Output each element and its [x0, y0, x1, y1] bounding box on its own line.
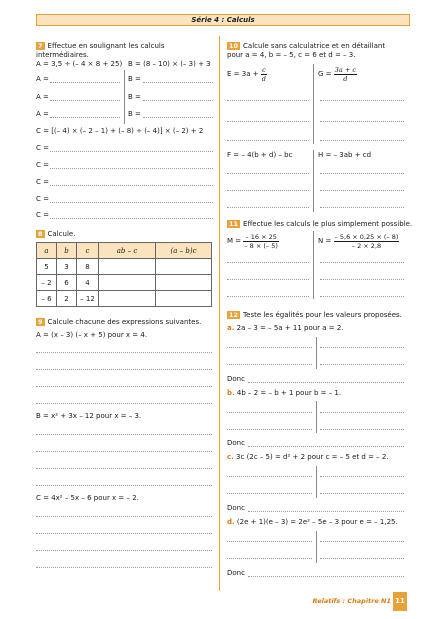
ex12-b-conclusion: Donc [227, 439, 245, 447]
answer-line[interactable] [227, 262, 309, 263]
header-cell: c [77, 243, 99, 259]
ex7-b-eq-3: B = [128, 110, 141, 118]
answer-line[interactable] [227, 541, 312, 542]
ex7-a-eq-2: A = [36, 93, 49, 101]
answer-line[interactable] [248, 382, 404, 383]
table-cell: – 12 [77, 291, 99, 307]
ex7-c-eq-2: C = [36, 161, 49, 169]
answer-line[interactable] [227, 190, 309, 191]
ex12-c-conclusion: Donc [227, 504, 245, 512]
ex10-eg-divider [313, 64, 314, 144]
ex12-a-conclusion: Donc [227, 375, 245, 383]
series-title: Série 4 : Calculs [36, 14, 410, 26]
column-divider [219, 36, 220, 591]
fraction: $\frac{c}{d}$ [261, 65, 266, 83]
answer-line[interactable] [227, 476, 312, 477]
table-row [37, 259, 212, 275]
ex12-item-c: c. 3c (2c – 5) = d² + 2 pour c = – 5 et d = – 2. [227, 453, 389, 461]
answer-line[interactable] [227, 412, 312, 413]
answer-line[interactable] [227, 296, 309, 297]
answer-line[interactable] [320, 429, 404, 430]
answer-line[interactable] [320, 412, 404, 413]
answer-line[interactable] [320, 140, 404, 141]
ex7-c-eq-5: C = [36, 211, 49, 219]
ex10-instruction-2: pour a = 4, b = – 5, c = 6 et d = – 3. [227, 51, 356, 59]
answer-cell[interactable] [99, 259, 156, 275]
ex7-c-eq-3: C = [36, 178, 49, 186]
answer-line[interactable] [227, 207, 309, 208]
answer-line[interactable] [36, 369, 212, 370]
ex9-c-expression: C = 4x² – 5x – 6 pour x = – 2. [36, 494, 139, 502]
ex7-ab-divider [124, 70, 125, 124]
answer-cell[interactable] [156, 259, 212, 275]
ex8-table [36, 242, 212, 307]
table-header-row [37, 243, 212, 259]
answer-line[interactable] [36, 386, 212, 387]
answer-line[interactable] [227, 493, 312, 494]
answer-line[interactable] [143, 117, 213, 118]
answer-line[interactable] [227, 173, 309, 174]
table-cell: – 2 [37, 275, 57, 291]
answer-line[interactable] [36, 516, 212, 517]
answer-cell[interactable] [99, 291, 156, 307]
ex9-instruction: 9 Calcule chacune des expressions suivantes. [38, 318, 202, 326]
answer-line[interactable] [320, 100, 404, 101]
answer-line[interactable] [36, 403, 212, 404]
answer-cell[interactable] [156, 275, 212, 291]
answer-line[interactable] [320, 173, 404, 174]
ex12-d-divider [316, 531, 317, 563]
fraction: $\frac{- 16 \times 25}{- 8 \times (- 5)}$ [244, 232, 278, 250]
header-cell: a [37, 243, 57, 259]
ex12-d-conclusion: Donc [227, 569, 245, 577]
answer-line[interactable] [36, 468, 212, 469]
table-cell: 8 [77, 259, 99, 275]
answer-line[interactable] [143, 100, 213, 101]
table-cell: 2 [57, 291, 77, 307]
answer-line[interactable] [320, 296, 404, 297]
ex9-number: 9 [38, 318, 43, 326]
table-cell: 3 [57, 259, 77, 275]
ex10-g-expression: G = $\frac{3a + c}{d}$ [318, 65, 356, 83]
answer-line[interactable] [227, 558, 312, 559]
ex9-b-expression: B = x² + 3x – 12 pour x = – 3. [36, 412, 142, 420]
header-cell: ab – c [99, 243, 156, 259]
ex12-item-a: a. 2a – 3 = – 5a + 11 pour a = 2. [227, 324, 344, 332]
ex10-instruction: 10 Calcule sans calculatrice et en détaillant [229, 42, 386, 50]
ex10-h-expression: H = – 3ab + cd [318, 151, 372, 159]
answer-line[interactable] [36, 550, 212, 551]
answer-line[interactable] [320, 347, 404, 348]
answer-line[interactable] [50, 151, 213, 152]
answer-line[interactable] [143, 82, 213, 83]
answer-line[interactable] [36, 451, 212, 452]
answer-line[interactable] [320, 476, 404, 477]
answer-line[interactable] [320, 541, 404, 542]
table-cell: – 6 [37, 291, 57, 307]
answer-line[interactable] [50, 218, 213, 219]
answer-line[interactable] [50, 168, 213, 169]
ex7-instruction-2: intermédiaires. [36, 51, 89, 59]
ex12-item-d: d. (2e + 1)(e – 3) = 2e² – 5e – 3 pour e = – 1,25. [227, 518, 398, 526]
ex7-b-eq-2: B = [128, 93, 141, 101]
table-row [37, 275, 212, 291]
ex7-a-expression: A = 3,5 ÷ (– 4 × 8 + 25) [36, 60, 123, 68]
answer-line[interactable] [36, 434, 212, 435]
ex12-c-divider [316, 466, 317, 498]
answer-line[interactable] [36, 352, 212, 353]
answer-line[interactable] [320, 207, 404, 208]
ex7-c-expression: C = [(– 4) × (– 2 – 1) + (– 8) ÷ (– 4)] × (– 2) + 2 [36, 127, 204, 135]
chapter-footer: Relatifs : Chapitre N1 [312, 597, 391, 605]
answer-line[interactable] [248, 511, 404, 512]
answer-line[interactable] [36, 533, 212, 534]
answer-line[interactable] [227, 347, 312, 348]
table-cell: 6 [57, 275, 77, 291]
ex11-instruction: 11 Effectue les calculs le plus simplement possible. [229, 220, 413, 228]
ex11-mn-divider [313, 231, 314, 299]
answer-cell[interactable] [99, 275, 156, 291]
answer-line[interactable] [50, 117, 120, 118]
answer-line[interactable] [50, 185, 213, 186]
ex10-e-expression: E = 3a + $\frac{c}{d}$ [227, 65, 266, 83]
ex7-c-eq-4: C = [36, 195, 49, 203]
table-cell: 5 [37, 259, 57, 275]
answer-line[interactable] [227, 121, 309, 122]
ex10-f-expression: F = – 4(b + d) – bc [227, 151, 293, 159]
ex11-n-expression: N = $\frac{- 5,6 \times 0,25 \times (- 8)}{- 2 \times 2,8}$ [318, 232, 399, 250]
ex7-c-eq-1: C = [36, 144, 49, 152]
ex12-b-divider [316, 401, 317, 433]
answer-line[interactable] [227, 140, 309, 141]
answer-line[interactable] [227, 429, 312, 430]
ex7-instruction: 7 Effectue en soulignant les calculs [38, 42, 165, 50]
answer-line[interactable] [248, 446, 404, 447]
ex12-item-b: b. 4b – 2 = – b + 1 pour b = – 1. [227, 389, 342, 397]
ex12-instruction: 12 Teste les égalités pour les valeurs proposées. [229, 311, 402, 319]
page-number: 11 [393, 592, 407, 611]
header-cell: (a – b)c [156, 243, 212, 259]
answer-line[interactable] [50, 202, 213, 203]
ex7-b-eq-1: B = [128, 75, 141, 83]
ex8-instruction: 8 Calcule. [38, 230, 76, 238]
answer-line[interactable] [320, 558, 404, 559]
answer-line[interactable] [320, 364, 404, 365]
fraction: $\frac{- 5,6 \times 0,25 \times (- 8)}{- 2 \times 2,8}$ [334, 232, 399, 250]
table-row [37, 291, 212, 307]
answer-line[interactable] [50, 100, 120, 101]
answer-line[interactable] [320, 279, 404, 280]
ex7-a-eq-3: A = [36, 110, 49, 118]
ex12-a-divider [316, 337, 317, 369]
ex7-a-eq-1: A = [36, 75, 49, 83]
answer-line[interactable] [227, 279, 309, 280]
fraction: $\frac{3a + c}{d}$ [334, 65, 356, 83]
ex10-fh-divider [313, 150, 314, 212]
table-cell: 4 [77, 275, 99, 291]
ex9-a-expression: A = (x – 3) (– x + 5) pour x = 4. [36, 331, 148, 339]
answer-line[interactable] [320, 121, 404, 122]
answer-line[interactable] [36, 485, 212, 486]
answer-line[interactable] [36, 567, 212, 568]
answer-line[interactable] [320, 190, 404, 191]
ex11-number: 11 [229, 220, 239, 228]
answer-line[interactable] [227, 100, 309, 101]
ex7-number: 7 [38, 42, 43, 50]
answer-line[interactable] [320, 493, 404, 494]
ex7-b-expression: B = (8 – 10) × (– 3) + 3 [128, 60, 211, 68]
answer-cell[interactable] [156, 291, 212, 307]
ex11-m-expression: M = $\frac{- 16 \times 25}{- 8 \times (- 5)}$ [227, 232, 278, 250]
ex8-number: 8 [38, 230, 43, 238]
answer-line[interactable] [320, 262, 404, 263]
header-cell: b [57, 243, 77, 259]
ex12-number: 12 [229, 311, 239, 319]
ex10-number: 10 [229, 42, 239, 50]
answer-line[interactable] [248, 576, 404, 577]
answer-line[interactable] [227, 364, 312, 365]
answer-line[interactable] [50, 82, 120, 83]
